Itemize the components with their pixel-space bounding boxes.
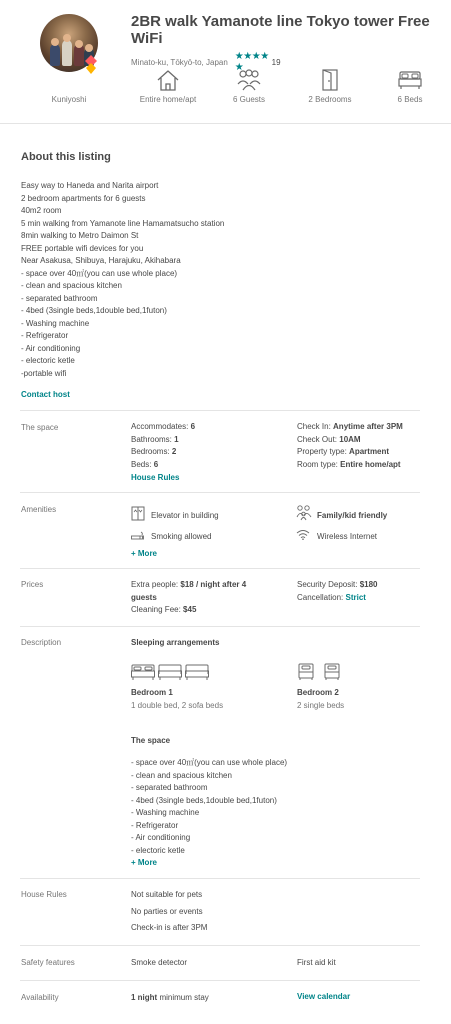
- about-line: - electoric ketle: [21, 356, 75, 365]
- divider: [20, 878, 420, 879]
- summary-beds: [370, 69, 450, 104]
- listing-title: 2BR walk Yamanote line Tokyo tower Free WiFi: [131, 13, 430, 47]
- contact-host-link[interactable]: Contact host: [21, 390, 70, 399]
- security-deposit-row: Security Deposit: $180: [297, 580, 378, 589]
- prices-section-label: Prices: [21, 580, 44, 589]
- room-type-row: Room type: Entire home/apt: [297, 460, 401, 469]
- description-space-text: [131, 757, 287, 857]
- divider: [20, 980, 420, 981]
- house-rules-link[interactable]: House Rules: [131, 473, 180, 482]
- space-line: - Air conditioning: [131, 833, 191, 842]
- smoking-icon: [131, 531, 145, 540]
- elevator-icon: [131, 506, 145, 521]
- description-section-label: Description: [21, 638, 62, 647]
- amenity-elevator: Elevator in building: [151, 511, 219, 520]
- safety-item: Smoke detector: [131, 958, 188, 967]
- cleaning-fee-row: Cleaning Fee: $45: [131, 605, 197, 614]
- amenity-wifi: Wireless Internet: [317, 532, 378, 541]
- space-line: - separated bathroom: [131, 783, 208, 792]
- about-line: Easy way to Haneda and Narita airport: [21, 181, 159, 190]
- safety-item: First aid kit: [297, 958, 336, 967]
- rating-stars-icon[interactable]: ★★★★★: [234, 51, 269, 73]
- space-line: - electoric ketle: [131, 845, 185, 855]
- house-rule-item: No parties or events: [131, 907, 203, 916]
- space-line: - space over 40㎡(you can use whole place): [131, 758, 288, 767]
- about-line: - separated bathroom: [21, 293, 98, 303]
- availability-section-label: Availability: [21, 993, 59, 1002]
- listing-location[interactable]: Minato-ku, Tōkyō-to, Japan: [131, 57, 228, 67]
- space-line: - 4bed (3single beds,1double bed,1futon): [131, 795, 277, 805]
- space-section-label: The space: [21, 423, 59, 432]
- house-rule-item: Not suitable for pets: [131, 890, 203, 899]
- divider: [20, 626, 420, 627]
- property-type-row: Property type: Apartment: [297, 447, 390, 456]
- bedrooms-row: Bedrooms: 2: [131, 447, 177, 456]
- about-line: - Air conditioning: [21, 343, 81, 353]
- checkout-row: Check Out: 10AM: [297, 435, 361, 444]
- about-line: - Refrigerator: [21, 331, 69, 340]
- bedroom-1-beds-icon: [131, 663, 211, 681]
- summary-guests-label: 6 Guests: [232, 95, 265, 104]
- extra-people-row: Extra people: $18 / night after 4: [131, 580, 247, 589]
- beds-row: Beds: 6: [131, 460, 159, 469]
- about-line: 2 bedroom apartments for 6 guests: [21, 193, 146, 203]
- accommodates-row: Accommodates: 6: [131, 422, 196, 431]
- divider: [20, 568, 420, 569]
- amenities-section-label: Amenities: [21, 505, 57, 514]
- bedroom-2-title: Bedroom 2: [297, 688, 339, 697]
- bedroom-1-detail: 1 double bed, 2 sofa beds: [131, 701, 224, 710]
- family-icon: [296, 505, 312, 520]
- divider: [20, 492, 420, 493]
- about-line: Near Asakusa, Shibuya, Harajuku, Akihabara: [21, 256, 181, 265]
- bedroom-2-detail: 2 single beds: [297, 701, 345, 710]
- summary-room-type-label: Entire home/apt: [139, 95, 197, 104]
- cancellation-policy-link[interactable]: Strict: [345, 593, 366, 602]
- divider: [20, 945, 420, 946]
- description-space-heading: The space: [131, 736, 171, 745]
- about-line: - clean and spacious kitchen: [21, 281, 122, 290]
- amenity-family: Family/kid friendly: [317, 511, 388, 520]
- about-line: 8min walking to Metro Daimon St: [21, 231, 139, 240]
- about-line: 5 min walking from Yamanote line Hamamatsucho station: [21, 218, 225, 228]
- about-line: - Washing machine: [21, 318, 90, 328]
- about-line: - 4bed (3single beds,1double bed,1futon): [21, 306, 167, 315]
- divider: [20, 410, 420, 411]
- house-rule-item: Check-in is after 3PM: [131, 923, 208, 932]
- door-icon: [320, 69, 340, 91]
- summary-bedrooms-label: 2 Bedrooms: [308, 95, 352, 104]
- summary-room-type: [128, 69, 208, 104]
- host-name[interactable]: Kuniyoshi: [51, 95, 87, 104]
- summary-bedrooms: [290, 69, 370, 104]
- cancellation-row: Cancellation: Strict: [297, 593, 366, 602]
- view-calendar-link[interactable]: View calendar: [297, 992, 351, 1001]
- checkin-row: Check In: Anytime after 3PM: [297, 422, 403, 431]
- minimum-stay: 1 night minimum stay: [131, 993, 209, 1002]
- bedroom-2-beds-icon: [298, 663, 342, 681]
- safety-section-label: Safety features: [21, 958, 75, 967]
- about-heading: About this listing: [21, 151, 111, 163]
- bed-icon: [397, 69, 423, 91]
- description-more-link[interactable]: + More: [131, 858, 158, 867]
- house-rules-section-label: House Rules: [21, 890, 67, 899]
- about-description: [21, 180, 224, 380]
- review-count[interactable]: 19: [271, 57, 281, 67]
- wifi-icon: [296, 529, 310, 540]
- bathrooms-row: Bathrooms: 1: [131, 435, 179, 444]
- amenities-more-link[interactable]: + More: [131, 549, 158, 558]
- about-line: - space over 40㎡(you can use whole place): [21, 268, 178, 278]
- about-line: FREE portable wifi devices for you: [21, 243, 144, 253]
- guests-icon: [236, 69, 262, 91]
- space-line: - clean and spacious kitchen: [131, 770, 232, 780]
- bedroom-1-title: Bedroom 1: [131, 688, 173, 697]
- superhost-badge-icon: [84, 55, 98, 75]
- summary-guests: [209, 69, 289, 104]
- sleeping-arrangements-heading: Sleeping arrangements: [131, 638, 220, 647]
- about-line: 40m2 room: [21, 206, 62, 215]
- summary-beds-label: 6 Beds: [397, 95, 423, 104]
- extra-people-row-cont: guests: [131, 593, 157, 602]
- amenity-smoking: Smoking allowed: [151, 532, 212, 541]
- space-line: - Washing machine: [131, 808, 200, 817]
- space-line: - Refrigerator: [131, 820, 179, 830]
- listing-header: [0, 0, 451, 124]
- home-icon: [156, 69, 180, 91]
- about-line: -portable wifi: [21, 368, 67, 378]
